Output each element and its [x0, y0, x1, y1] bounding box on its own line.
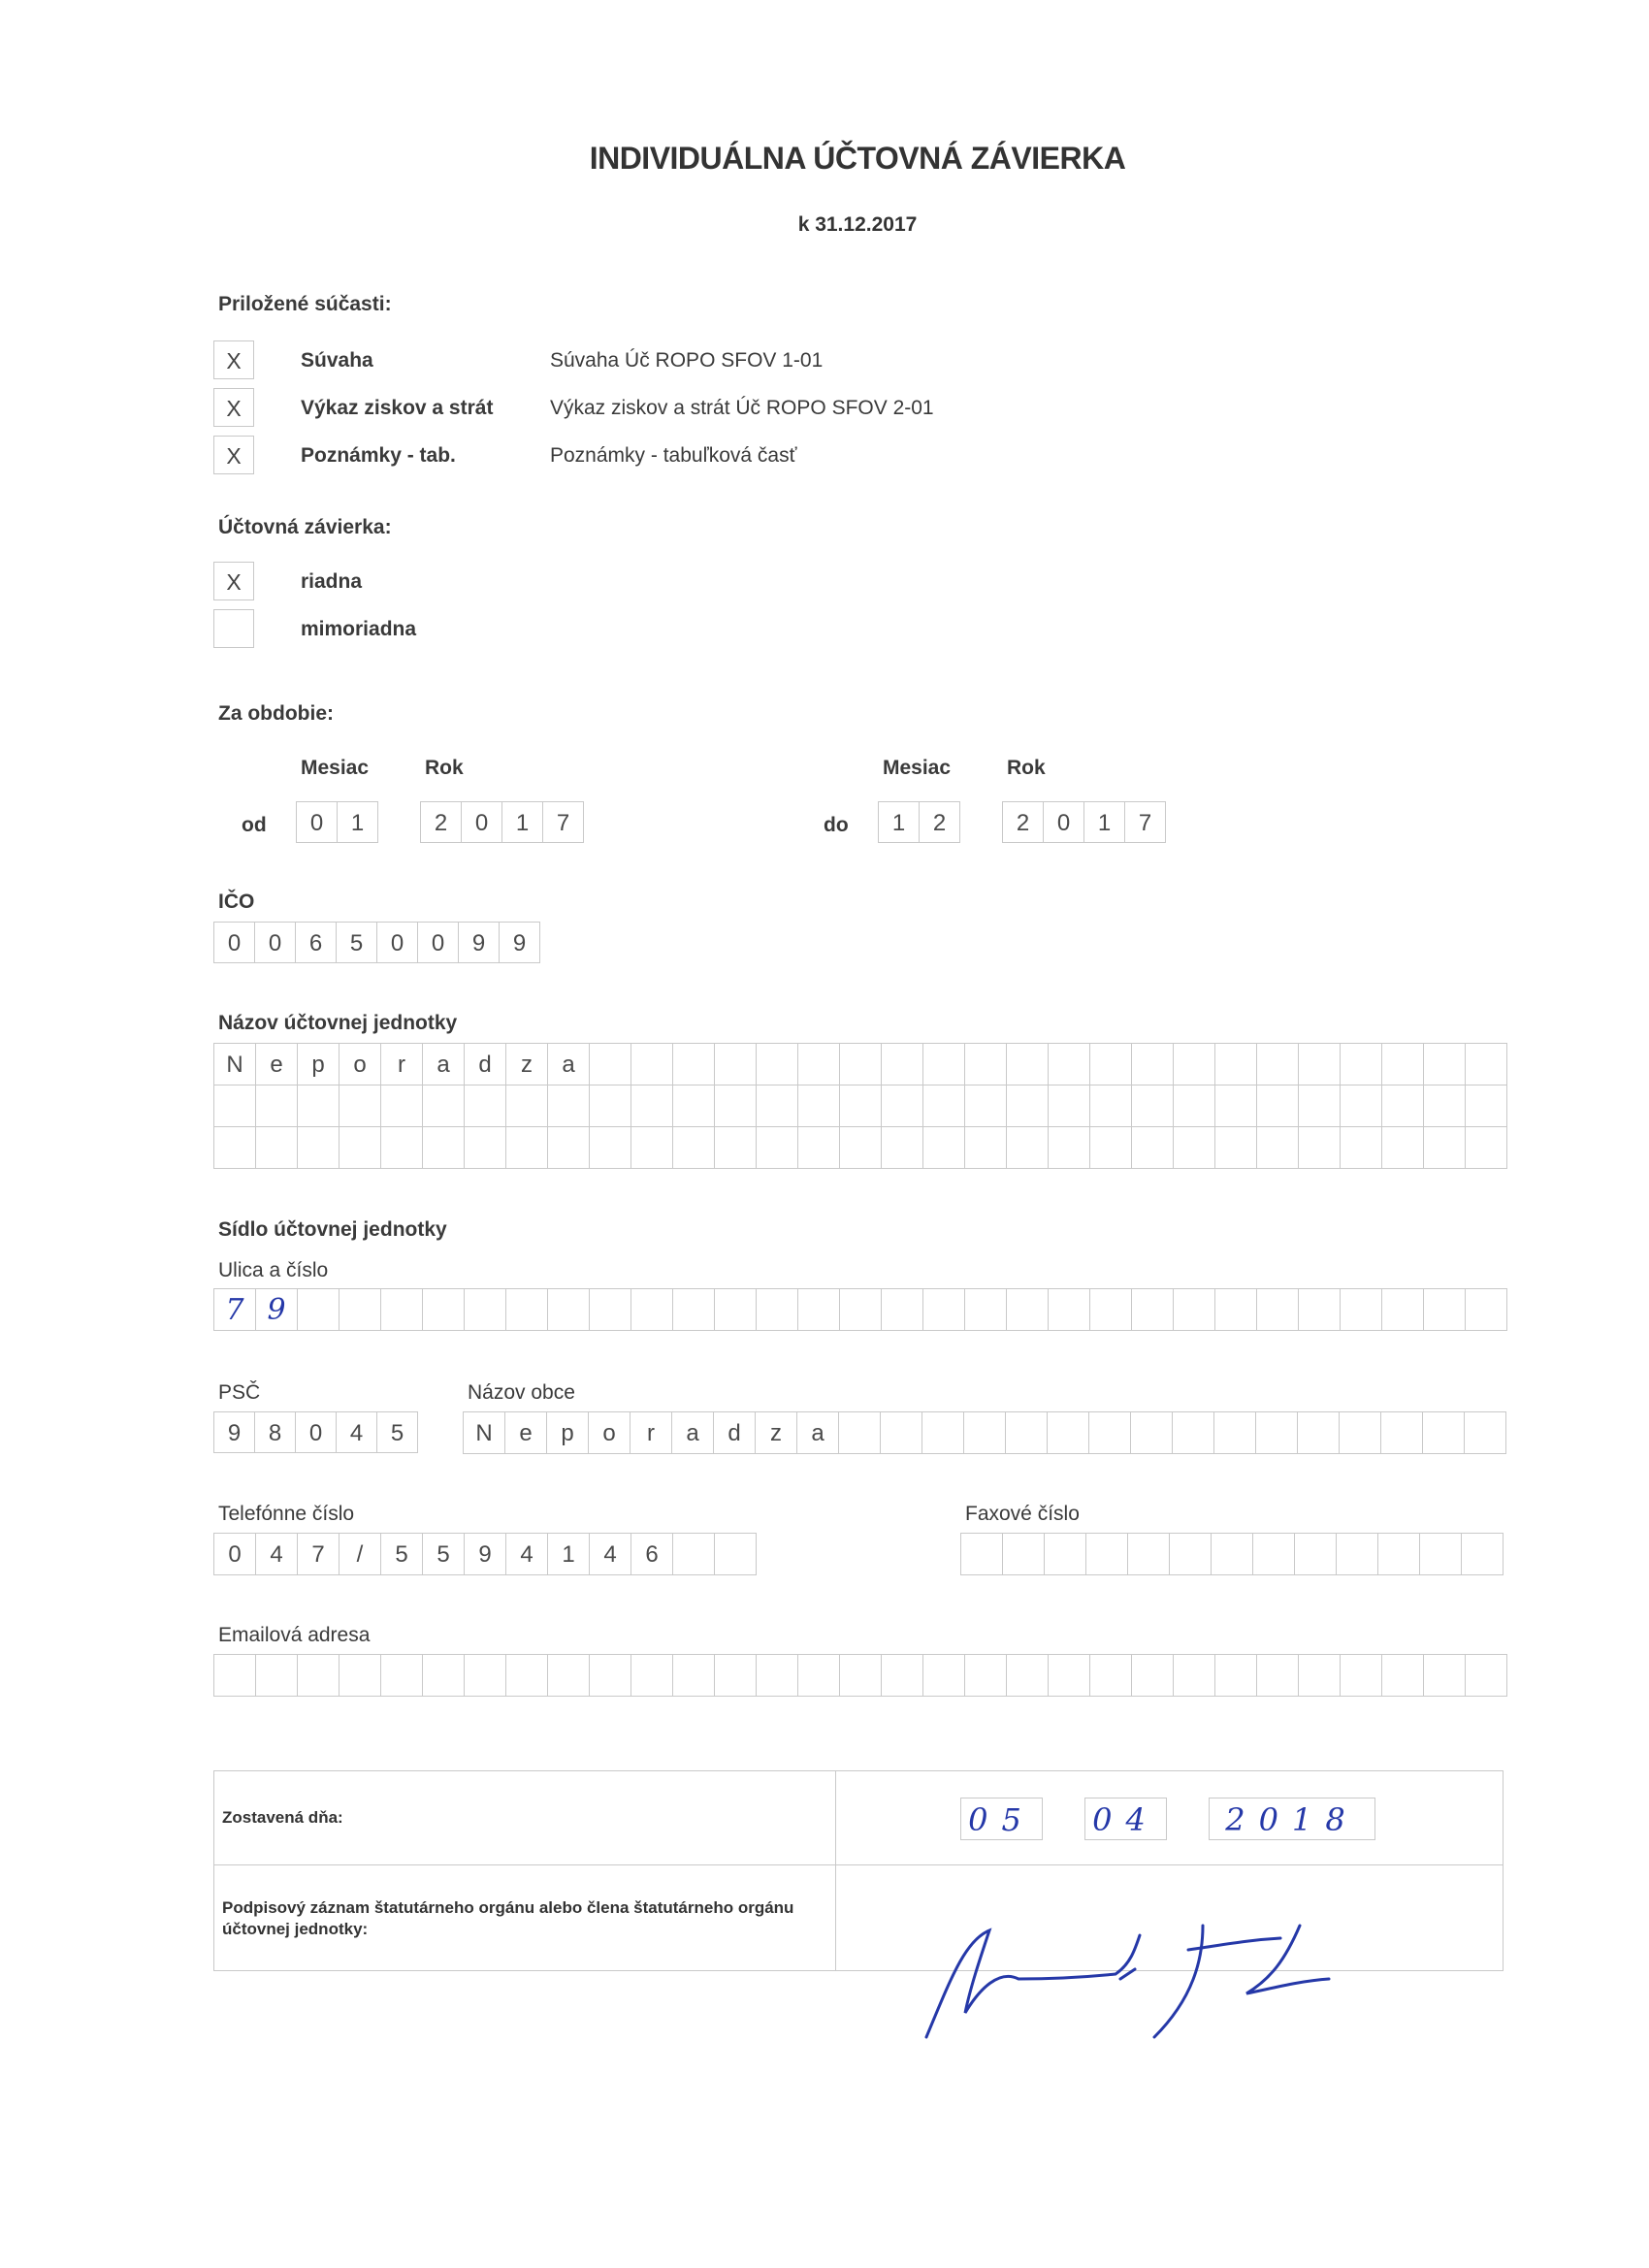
empty-cell: [1174, 1289, 1215, 1331]
empty-cell: [1132, 1127, 1174, 1169]
empty-cell: [840, 1044, 882, 1085]
empty-cell: [798, 1044, 840, 1085]
psc-field[interactable]: [213, 1411, 417, 1453]
digit-cell: 1: [501, 801, 543, 843]
char-cell: a: [423, 1044, 465, 1085]
empty-cell: [423, 1085, 465, 1127]
to-month-field[interactable]: [878, 801, 959, 843]
compiled-day-field[interactable]: 05: [960, 1798, 1043, 1840]
empty-cell: [1215, 1085, 1257, 1127]
empty-cell: [1090, 1289, 1132, 1331]
digit-cell: 2: [919, 801, 960, 843]
empty-cell: [298, 1289, 340, 1331]
empty-cell: [798, 1655, 840, 1697]
empty-cell: [673, 1534, 715, 1575]
digit-cell: 0: [295, 1411, 337, 1453]
digit-cell: 6: [295, 922, 337, 963]
empty-cell: [465, 1085, 506, 1127]
empty-cell: [506, 1289, 548, 1331]
empty-cell: [1465, 1412, 1506, 1454]
empty-cell: [715, 1085, 757, 1127]
empty-cell: [1090, 1127, 1132, 1169]
empty-cell: [965, 1655, 1007, 1697]
empty-cell: [631, 1655, 673, 1697]
char-cell: e: [505, 1412, 547, 1454]
char-cell: 4: [256, 1534, 298, 1575]
empty-cell: [465, 1127, 506, 1169]
attachment-checkbox-income[interactable]: X: [213, 388, 254, 427]
empty-cell: [631, 1289, 673, 1331]
char-cell: 1: [548, 1534, 590, 1575]
empty-cell: [1253, 1534, 1295, 1575]
empty-cell: [340, 1655, 381, 1697]
empty-cell: [340, 1085, 381, 1127]
attachment-name-income: Výkaz ziskov a strát: [301, 397, 494, 419]
empty-cell: [1215, 1044, 1257, 1085]
empty-cell: [1045, 1534, 1086, 1575]
signature-label: Podpisový záznam štatutárneho orgánu alebo člena štatutárneho orgánu účtovnej jednotky:: [222, 1898, 794, 1938]
digit-cell: 7: [542, 801, 584, 843]
empty-cell: [1341, 1289, 1382, 1331]
char-cell: e: [256, 1044, 298, 1085]
char-cell: 5: [423, 1534, 465, 1575]
empty-cell: [1007, 1289, 1049, 1331]
char-cell: N: [214, 1044, 256, 1085]
empty-cell: [757, 1085, 798, 1127]
table-divider: [835, 1771, 836, 1970]
empty-cell: [798, 1085, 840, 1127]
empty-cell: [965, 1044, 1007, 1085]
empty-cell: [1174, 1655, 1215, 1697]
empty-cell: [381, 1085, 423, 1127]
ico-label: IČO: [218, 891, 255, 913]
handwritten-signature: [912, 1921, 1416, 2066]
empty-cell: [923, 1127, 965, 1169]
empty-cell: [1295, 1534, 1337, 1575]
empty-cell: [839, 1412, 881, 1454]
empty-cell: [1378, 1534, 1420, 1575]
empty-cell: [214, 1085, 256, 1127]
digit-cell: 0: [461, 801, 502, 843]
empty-cell: [1131, 1412, 1173, 1454]
empty-cell: [881, 1412, 922, 1454]
town-field[interactable]: [463, 1411, 1506, 1454]
empty-cell: [1466, 1127, 1507, 1169]
empty-cell: [1298, 1412, 1340, 1454]
char-cell: 7: [298, 1534, 340, 1575]
empty-cell: [1006, 1412, 1048, 1454]
empty-cell: [1215, 1655, 1257, 1697]
empty-cell: [1423, 1412, 1465, 1454]
empty-cell: [590, 1085, 631, 1127]
char-cell: /: [340, 1534, 381, 1575]
digit-cell: 0: [417, 922, 459, 963]
attachment-name-balance: Súvaha: [301, 349, 373, 372]
attachment-desc-notes: Poznámky - tabuľková časť: [550, 444, 797, 467]
empty-cell: [1420, 1534, 1462, 1575]
empty-cell: [1007, 1044, 1049, 1085]
empty-cell: [840, 1655, 882, 1697]
period-label: Za obdobie:: [218, 702, 334, 725]
empty-cell: [1174, 1044, 1215, 1085]
empty-cell: [1466, 1655, 1507, 1697]
empty-cell: [298, 1655, 340, 1697]
to-year-field[interactable]: [1002, 801, 1165, 843]
empty-cell: [1299, 1085, 1341, 1127]
compiled-date-label: Zostavená dňa:: [222, 1808, 343, 1827]
empty-cell: [1382, 1127, 1424, 1169]
empty-cell: [964, 1412, 1006, 1454]
empty-cell: [965, 1127, 1007, 1169]
char-cell: 9: [256, 1289, 298, 1331]
email-label: Emailová adresa: [218, 1624, 371, 1646]
empty-cell: [1003, 1534, 1045, 1575]
empty-cell: [1049, 1085, 1090, 1127]
empty-cell: [590, 1127, 631, 1169]
from-month-header: Mesiac: [301, 757, 370, 779]
empty-cell: [798, 1289, 840, 1331]
digit-cell: 9: [499, 922, 540, 963]
empty-cell: [381, 1289, 423, 1331]
digit-cell: 1: [1083, 801, 1125, 843]
empty-cell: [757, 1655, 798, 1697]
empty-cell: [1128, 1534, 1170, 1575]
compiled-month-field[interactable]: 04: [1084, 1798, 1167, 1840]
empty-cell: [1299, 1127, 1341, 1169]
empty-cell: [1341, 1655, 1382, 1697]
entity-name-label: Názov účtovnej jednotky: [218, 1012, 458, 1034]
char-cell: 0: [214, 1534, 256, 1575]
empty-cell: [1382, 1044, 1424, 1085]
digit-cell: 5: [376, 1411, 418, 1453]
empty-cell: [1089, 1412, 1131, 1454]
attachment-desc-income: Výkaz ziskov a strát Úč ROPO SFOV 2-01: [550, 397, 934, 419]
empty-cell: [961, 1534, 1003, 1575]
empty-cell: [423, 1655, 465, 1697]
town-label: Názov obce: [468, 1381, 575, 1404]
char-cell: 5: [381, 1534, 423, 1575]
char-cell: 9: [465, 1534, 506, 1575]
empty-cell: [757, 1044, 798, 1085]
fax-label: Faxové číslo: [965, 1503, 1080, 1525]
empty-cell: [1132, 1044, 1174, 1085]
table-divider: [214, 1864, 1503, 1865]
digit-cell: 0: [1043, 801, 1084, 843]
empty-cell: [1132, 1655, 1174, 1697]
attachment-checkbox-notes[interactable]: X: [213, 436, 254, 474]
empty-cell: [882, 1044, 923, 1085]
char-cell: N: [464, 1412, 505, 1454]
empty-cell: [715, 1044, 757, 1085]
empty-cell: [1466, 1085, 1507, 1127]
from-month-field[interactable]: [296, 801, 377, 843]
empty-cell: [715, 1655, 757, 1697]
empty-cell: [1337, 1534, 1378, 1575]
empty-cell: [840, 1085, 882, 1127]
empty-cell: [1049, 1655, 1090, 1697]
empty-cell: [1090, 1655, 1132, 1697]
empty-cell: [1257, 1655, 1299, 1697]
char-cell: o: [340, 1044, 381, 1085]
empty-cell: [882, 1655, 923, 1697]
empty-cell: [548, 1127, 590, 1169]
phone-field[interactable]: [213, 1533, 757, 1575]
empty-cell: [256, 1127, 298, 1169]
empty-cell: [1424, 1655, 1466, 1697]
empty-cell: [1299, 1044, 1341, 1085]
digit-cell: 7: [1124, 801, 1166, 843]
empty-cell: [506, 1655, 548, 1697]
empty-cell: [214, 1127, 256, 1169]
attachment-checkbox-balance[interactable]: X: [213, 340, 254, 379]
empty-cell: [1382, 1655, 1424, 1697]
digit-cell: 0: [376, 922, 418, 963]
empty-cell: [1007, 1127, 1049, 1169]
empty-cell: [1174, 1127, 1215, 1169]
char-cell: o: [589, 1412, 630, 1454]
digit-cell: 8: [254, 1411, 296, 1453]
empty-cell: [1424, 1127, 1466, 1169]
char-cell: 6: [631, 1534, 673, 1575]
to-label: do: [824, 814, 849, 836]
empty-cell: [922, 1412, 964, 1454]
char-cell: 7: [214, 1289, 256, 1331]
empty-cell: [590, 1655, 631, 1697]
empty-cell: [381, 1655, 423, 1697]
empty-cell: [340, 1289, 381, 1331]
empty-cell: [1257, 1044, 1299, 1085]
empty-cell: [1466, 1289, 1507, 1331]
empty-cell: [1257, 1127, 1299, 1169]
empty-cell: [381, 1127, 423, 1169]
street-label: Ulica a číslo: [218, 1259, 329, 1281]
empty-cell: [506, 1085, 548, 1127]
empty-cell: [423, 1127, 465, 1169]
empty-cell: [715, 1534, 757, 1575]
empty-cell: [673, 1655, 715, 1697]
empty-cell: [673, 1127, 715, 1169]
empty-cell: [1090, 1044, 1132, 1085]
attachment-name-notes: Poznámky - tab.: [301, 444, 456, 467]
empty-cell: [1049, 1127, 1090, 1169]
char-cell: p: [298, 1044, 340, 1085]
closing-type-label: Účtovná závierka:: [218, 516, 392, 538]
attachments-label: Priložené súčasti:: [218, 293, 392, 315]
empty-cell: [1341, 1044, 1382, 1085]
from-label: od: [242, 814, 267, 836]
empty-cell: [1132, 1289, 1174, 1331]
empty-cell: [631, 1085, 673, 1127]
empty-cell: [715, 1289, 757, 1331]
to-year-header: Rok: [1007, 757, 1046, 779]
empty-cell: [757, 1289, 798, 1331]
empty-cell: [1173, 1412, 1214, 1454]
empty-cell: [1382, 1289, 1424, 1331]
char-cell: 4: [506, 1534, 548, 1575]
closing-regular-checkbox[interactable]: X: [213, 562, 254, 600]
empty-cell: [1170, 1534, 1212, 1575]
document-date: k 31.12.2017: [797, 213, 918, 236]
fax-field[interactable]: [960, 1533, 1504, 1575]
empty-cell: [1086, 1534, 1128, 1575]
char-cell: d: [465, 1044, 506, 1085]
empty-cell: [1462, 1534, 1504, 1575]
digit-cell: 2: [1002, 801, 1044, 843]
empty-cell: [590, 1289, 631, 1331]
char-cell: r: [381, 1044, 423, 1085]
empty-cell: [1299, 1289, 1341, 1331]
empty-cell: [256, 1085, 298, 1127]
char-cell: z: [506, 1044, 548, 1085]
closing-extraordinary-checkbox[interactable]: [213, 609, 254, 648]
empty-cell: [548, 1655, 590, 1697]
empty-cell: [631, 1044, 673, 1085]
empty-cell: [882, 1289, 923, 1331]
empty-cell: [882, 1085, 923, 1127]
empty-cell: [1212, 1534, 1253, 1575]
char-cell: r: [630, 1412, 672, 1454]
empty-cell: [1340, 1412, 1381, 1454]
empty-cell: [1215, 1289, 1257, 1331]
digit-cell: 2: [420, 801, 462, 843]
digit-cell: 4: [336, 1411, 377, 1453]
empty-cell: [840, 1127, 882, 1169]
compiled-year-field[interactable]: 2018: [1209, 1798, 1375, 1840]
closing-regular-label: riadna: [301, 570, 363, 593]
empty-cell: [1174, 1085, 1215, 1127]
email-field[interactable]: [213, 1654, 1507, 1697]
empty-cell: [1341, 1085, 1382, 1127]
empty-cell: [298, 1085, 340, 1127]
digit-cell: 0: [296, 801, 338, 843]
empty-cell: [798, 1127, 840, 1169]
empty-cell: [1424, 1289, 1466, 1331]
entity-name-field[interactable]: [213, 1043, 1507, 1169]
empty-cell: [923, 1289, 965, 1331]
digit-cell: 5: [336, 922, 377, 963]
from-year-header: Rok: [425, 757, 464, 779]
attachment-desc-balance: Súvaha Úč ROPO SFOV 1-01: [550, 349, 824, 372]
empty-cell: [757, 1127, 798, 1169]
empty-cell: [1132, 1085, 1174, 1127]
digit-cell: 9: [458, 922, 500, 963]
empty-cell: [1466, 1044, 1507, 1085]
empty-cell: [882, 1127, 923, 1169]
empty-cell: [923, 1044, 965, 1085]
empty-cell: [340, 1127, 381, 1169]
empty-cell: [673, 1289, 715, 1331]
empty-cell: [631, 1127, 673, 1169]
char-cell: z: [756, 1412, 797, 1454]
empty-cell: [1257, 1085, 1299, 1127]
empty-cell: [1256, 1412, 1298, 1454]
digit-cell: 1: [337, 801, 378, 843]
ico-field[interactable]: [213, 922, 539, 963]
empty-cell: [256, 1655, 298, 1697]
char-cell: d: [714, 1412, 756, 1454]
empty-cell: [506, 1127, 548, 1169]
empty-cell: [1049, 1044, 1090, 1085]
phone-label: Telefónne číslo: [218, 1503, 355, 1525]
digit-cell: 1: [878, 801, 920, 843]
to-month-header: Mesiac: [883, 757, 952, 779]
empty-cell: [965, 1289, 1007, 1331]
empty-cell: [548, 1289, 590, 1331]
empty-cell: [1214, 1412, 1256, 1454]
street-field[interactable]: [213, 1288, 1507, 1331]
empty-cell: [1215, 1127, 1257, 1169]
digit-cell: 0: [254, 922, 296, 963]
empty-cell: [1299, 1655, 1341, 1697]
closing-extraordinary-label: mimoriadna: [301, 618, 417, 640]
empty-cell: [673, 1044, 715, 1085]
empty-cell: [1007, 1085, 1049, 1127]
empty-cell: [965, 1085, 1007, 1127]
empty-cell: [1424, 1085, 1466, 1127]
digit-cell: 0: [213, 922, 255, 963]
empty-cell: [1049, 1289, 1090, 1331]
empty-cell: [840, 1289, 882, 1331]
empty-cell: [548, 1085, 590, 1127]
char-cell: 4: [590, 1534, 631, 1575]
char-cell: a: [672, 1412, 714, 1454]
char-cell: a: [548, 1044, 590, 1085]
empty-cell: [465, 1289, 506, 1331]
empty-cell: [1341, 1127, 1382, 1169]
empty-cell: [465, 1655, 506, 1697]
empty-cell: [590, 1044, 631, 1085]
char-cell: a: [797, 1412, 839, 1454]
psc-label: PSČ: [218, 1381, 261, 1404]
document-title: INDIVIDUÁLNA ÚČTOVNÁ ZÁVIERKA: [589, 141, 1126, 176]
empty-cell: [1090, 1085, 1132, 1127]
empty-cell: [423, 1289, 465, 1331]
empty-cell: [1048, 1412, 1089, 1454]
empty-cell: [1424, 1044, 1466, 1085]
empty-cell: [1257, 1289, 1299, 1331]
empty-cell: [1381, 1412, 1423, 1454]
empty-cell: [298, 1127, 340, 1169]
empty-cell: [673, 1085, 715, 1127]
empty-cell: [923, 1655, 965, 1697]
empty-cell: [1007, 1655, 1049, 1697]
from-year-field[interactable]: [420, 801, 583, 843]
seat-label: Sídlo účtovnej jednotky: [218, 1218, 447, 1241]
empty-cell: [923, 1085, 965, 1127]
empty-cell: [214, 1655, 256, 1697]
digit-cell: 9: [213, 1411, 255, 1453]
empty-cell: [715, 1127, 757, 1169]
char-cell: p: [547, 1412, 589, 1454]
empty-cell: [1382, 1085, 1424, 1127]
